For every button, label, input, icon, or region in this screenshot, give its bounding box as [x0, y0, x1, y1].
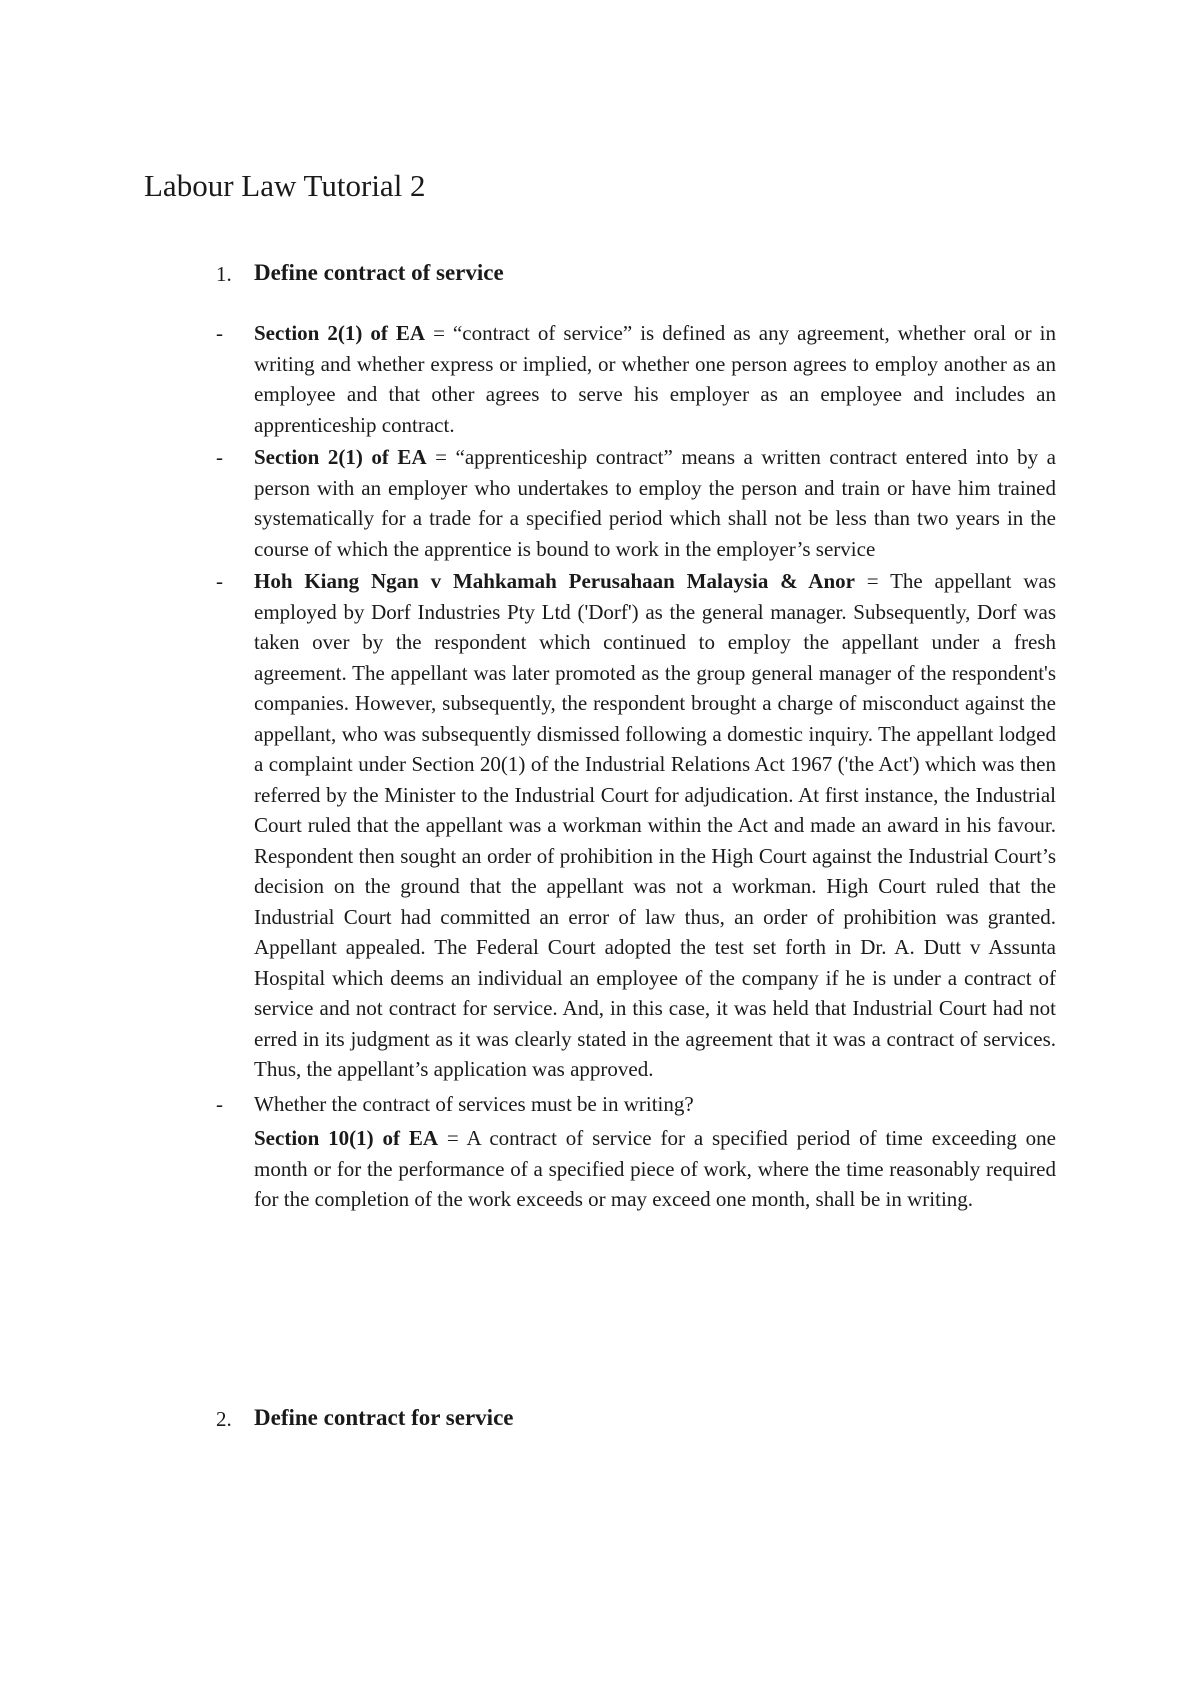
bullet-paragraph [254, 442, 1056, 564]
statute-reference: Section 2(1) of EA [254, 321, 426, 345]
bullet-dash: - [216, 321, 223, 345]
bullet-text: = “apprenticeship contract” means a written contract entered into by a person with an employer who undertakes to employ the person and train or have him trained systematically for a trade for a specified period which shall not be less than two years in the course of which the apprentice is bound to work in the employer’s service [254, 445, 1056, 561]
statute-reference: Section 2(1) of EA [254, 445, 427, 469]
question-1-number: 1. [216, 262, 232, 286]
question-1-text: Define contract of service [254, 260, 504, 285]
bullet-paragraph [254, 318, 1056, 440]
bullet-text: = “contract of service” is defined as any agreement, whether oral or in writing and whether express or implied, or whether one person agrees to employ another as an employee and that other agrees to serve his employer as an employee and includes an apprenticeship contract. [254, 321, 1056, 437]
document-title: Labour Law Tutorial 2 [144, 168, 426, 203]
question-2-number: 2. [216, 1407, 232, 1431]
bullet-item [216, 1089, 1056, 1215]
question-2-text: Define contract for service [254, 1405, 514, 1430]
bullet-question: Whether the contract of services must be in writing? [254, 1091, 694, 1116]
bullet-item [216, 566, 1056, 1085]
bullet-item [216, 318, 1056, 440]
bullet-text: = A contract of service for a specified period of time exceeding one month or for the performance of a specified piece of work, where the time reasonably required for the completion of the work exceeds or may exceed one month, shall be in writing. [254, 1126, 1057, 1211]
bullet-paragraph [254, 566, 1056, 1085]
case-reference: Hoh Kiang Ngan v Mahkamah Perusahaan Malaysia & Anor [254, 569, 855, 593]
statute-reference: Section 10(1) of EA [254, 1126, 439, 1150]
answer-bullet-list [216, 318, 1056, 1215]
bullet-dash: - [216, 1091, 223, 1116]
bullet-text: = The appellant was employed by Dorf Industries Pty Ltd ('Dorf') as the general manager. Subsequently, Dorf was taken over by the respondent which continued to employ the appellant under a fresh agreement. The appellant was later promoted as the group general manager of the respondent's companies. However, subsequently, the respondent brought a charge of misconduct against the appellant, who was subsequently dismissed following a domestic inquiry. The appellant lodged a complaint under Section 20(1) of the Industrial Relations Act 1967 ('the Act') which was then referred by the Minister to the Industrial Court for adjudication. At first instance, the Industrial Court ruled that the appellant was a workman within the Act and made an award in his favour. Respondent then sought an order of prohibition in the High Court against the Industrial Court’s decision on the ground that the appellant was not a workman. High Court ruled that the Industrial Court had committed an error of law thus, an order of prohibition was granted. Appellant appealed. The Federal Court adopted the test set forth in Dr. A. Dutt v Assunta Hospital which deems an individual an employee of the company if he is under a contract of service and not contract for service. And, in this case, it was held that Industrial Court had not erred in its judgment as it was clearly stated in the agreement that it was a contract of services. Thus, the appellant’s application was approved. [254, 569, 1056, 1081]
bullet-paragraph [254, 1123, 1056, 1215]
bullet-dash: - [216, 445, 223, 469]
bullet-item [216, 442, 1056, 564]
bullet-dash: - [216, 569, 223, 593]
